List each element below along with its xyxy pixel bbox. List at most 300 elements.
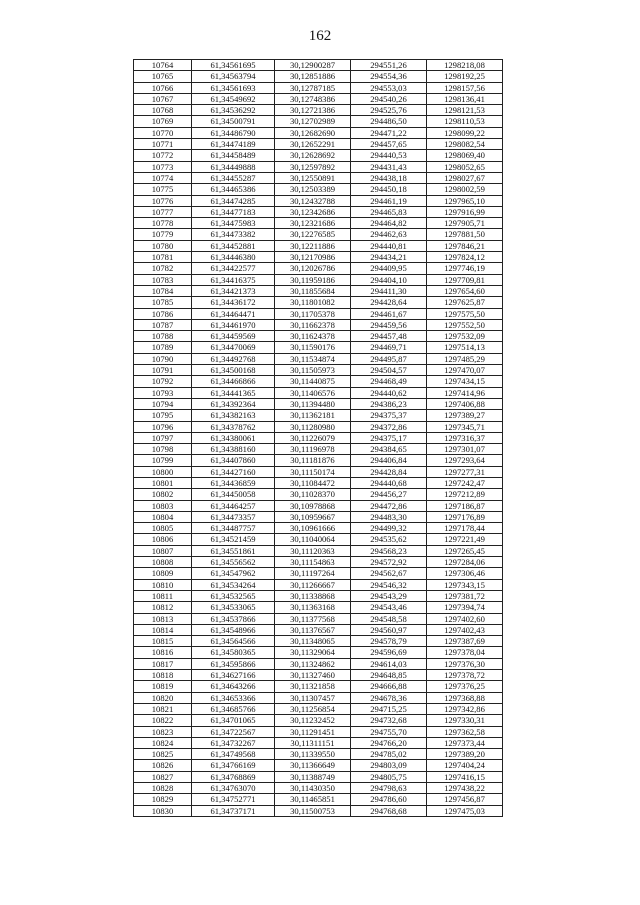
y-coordinate-cell: 1297381,72 xyxy=(427,590,503,601)
y-coordinate-cell: 1297176,89 xyxy=(427,511,503,522)
y-coordinate-cell: 1297402,43 xyxy=(427,624,503,635)
latitude-cell: 61,34768869 xyxy=(192,771,275,782)
y-coordinate-cell: 1297301,07 xyxy=(427,444,503,455)
table-row xyxy=(134,602,503,613)
point-number-cell: 10824 xyxy=(134,737,192,748)
longitude-cell: 30,12628692 xyxy=(275,150,351,161)
longitude-cell: 30,11406576 xyxy=(275,387,351,398)
point-number-cell: 10804 xyxy=(134,511,192,522)
y-coordinate-cell: 1298121,53 xyxy=(427,105,503,116)
table-row xyxy=(134,116,503,127)
x-coordinate-cell: 294375,37 xyxy=(351,410,427,421)
longitude-cell: 30,11801082 xyxy=(275,297,351,308)
y-coordinate-cell: 1297306,46 xyxy=(427,568,503,579)
x-coordinate-cell: 294568,23 xyxy=(351,545,427,556)
x-coordinate-cell: 294411,30 xyxy=(351,285,427,296)
y-coordinate-cell: 1298110,53 xyxy=(427,116,503,127)
longitude-cell: 30,12597892 xyxy=(275,161,351,172)
longitude-cell: 30,11465851 xyxy=(275,794,351,805)
table-row xyxy=(134,500,503,511)
table-row xyxy=(134,71,503,82)
longitude-cell: 30,12851886 xyxy=(275,71,351,82)
x-coordinate-cell: 294786,60 xyxy=(351,794,427,805)
longitude-cell: 30,11120363 xyxy=(275,545,351,556)
point-number-cell: 10782 xyxy=(134,263,192,274)
longitude-cell: 30,11154863 xyxy=(275,557,351,568)
table-row xyxy=(134,105,503,116)
longitude-cell: 30,11590176 xyxy=(275,342,351,353)
x-coordinate-cell: 294785,02 xyxy=(351,749,427,760)
longitude-cell: 30,11256854 xyxy=(275,703,351,714)
table-row xyxy=(134,82,503,93)
point-number-cell: 10808 xyxy=(134,557,192,568)
page-number: 162 xyxy=(308,28,332,44)
point-number-cell: 10806 xyxy=(134,534,192,545)
table-row xyxy=(134,319,503,330)
table-row xyxy=(134,477,503,488)
x-coordinate-cell: 294666,88 xyxy=(351,681,427,692)
point-number-cell: 10825 xyxy=(134,749,192,760)
table-row xyxy=(134,455,503,466)
x-coordinate-cell: 294554,36 xyxy=(351,71,427,82)
x-coordinate-cell: 294428,84 xyxy=(351,466,427,477)
coordinates-table xyxy=(133,59,503,817)
point-number-cell: 10779 xyxy=(134,229,192,240)
y-coordinate-cell: 1297378,72 xyxy=(427,670,503,681)
y-coordinate-cell: 1297470,07 xyxy=(427,365,503,376)
point-number-cell: 10770 xyxy=(134,127,192,138)
point-number-cell: 10778 xyxy=(134,218,192,229)
table-row xyxy=(134,274,503,285)
x-coordinate-cell: 294440,53 xyxy=(351,150,427,161)
y-coordinate-cell: 1298157,56 xyxy=(427,82,503,93)
point-number-cell: 10764 xyxy=(134,60,192,71)
latitude-cell: 61,34473382 xyxy=(192,229,275,240)
point-number-cell: 10768 xyxy=(134,105,192,116)
x-coordinate-cell: 294462,63 xyxy=(351,229,427,240)
longitude-cell: 30,11534874 xyxy=(275,353,351,364)
latitude-cell: 61,34763070 xyxy=(192,783,275,794)
latitude-cell: 61,34536292 xyxy=(192,105,275,116)
latitude-cell: 61,34378762 xyxy=(192,421,275,432)
latitude-cell: 61,34580365 xyxy=(192,647,275,658)
x-coordinate-cell: 294525,76 xyxy=(351,105,427,116)
y-coordinate-cell: 1297342,86 xyxy=(427,703,503,714)
latitude-cell: 61,34392364 xyxy=(192,398,275,409)
point-number-cell: 10827 xyxy=(134,771,192,782)
longitude-cell: 30,11266667 xyxy=(275,579,351,590)
latitude-cell: 61,34416375 xyxy=(192,274,275,285)
point-number-cell: 10772 xyxy=(134,150,192,161)
y-coordinate-cell: 1297186,87 xyxy=(427,500,503,511)
point-number-cell: 10815 xyxy=(134,636,192,647)
y-coordinate-cell: 1297846,21 xyxy=(427,240,503,251)
y-coordinate-cell: 1297416,15 xyxy=(427,771,503,782)
x-coordinate-cell: 294546,32 xyxy=(351,579,427,590)
latitude-cell: 61,34458489 xyxy=(192,150,275,161)
latitude-cell: 61,34477183 xyxy=(192,206,275,217)
point-number-cell: 10797 xyxy=(134,432,192,443)
latitude-cell: 61,34627166 xyxy=(192,670,275,681)
point-number-cell: 10826 xyxy=(134,760,192,771)
point-number-cell: 10810 xyxy=(134,579,192,590)
point-number-cell: 10799 xyxy=(134,455,192,466)
latitude-cell: 61,34737171 xyxy=(192,805,275,816)
table-row xyxy=(134,647,503,658)
table-row xyxy=(134,794,503,805)
latitude-cell: 61,34427160 xyxy=(192,466,275,477)
point-number-cell: 10776 xyxy=(134,195,192,206)
latitude-cell: 61,34452881 xyxy=(192,240,275,251)
latitude-cell: 61,34436172 xyxy=(192,297,275,308)
y-coordinate-cell: 1298002,59 xyxy=(427,184,503,195)
latitude-cell: 61,34749568 xyxy=(192,749,275,760)
longitude-cell: 30,11329064 xyxy=(275,647,351,658)
point-number-cell: 10802 xyxy=(134,489,192,500)
x-coordinate-cell: 294548,58 xyxy=(351,613,427,624)
x-coordinate-cell: 294562,67 xyxy=(351,568,427,579)
table-row xyxy=(134,161,503,172)
y-coordinate-cell: 1297394,74 xyxy=(427,602,503,613)
x-coordinate-cell: 294465,83 xyxy=(351,206,427,217)
point-number-cell: 10814 xyxy=(134,624,192,635)
longitude-cell: 30,11291451 xyxy=(275,726,351,737)
point-number-cell: 10828 xyxy=(134,783,192,794)
point-number-cell: 10766 xyxy=(134,82,192,93)
latitude-cell: 61,34466866 xyxy=(192,376,275,387)
x-coordinate-cell: 294483,30 xyxy=(351,511,427,522)
point-number-cell: 10783 xyxy=(134,274,192,285)
point-number-cell: 10795 xyxy=(134,410,192,421)
longitude-cell: 30,12026786 xyxy=(275,263,351,274)
table-row xyxy=(134,579,503,590)
y-coordinate-cell: 1298192,25 xyxy=(427,71,503,82)
table-row xyxy=(134,331,503,342)
longitude-cell: 30,11327460 xyxy=(275,670,351,681)
latitude-cell: 61,34461970 xyxy=(192,319,275,330)
latitude-cell: 61,34564566 xyxy=(192,636,275,647)
latitude-cell: 61,34446380 xyxy=(192,252,275,263)
table-row xyxy=(134,557,503,568)
x-coordinate-cell: 294535,62 xyxy=(351,534,427,545)
longitude-cell: 30,12503389 xyxy=(275,184,351,195)
point-number-cell: 10798 xyxy=(134,444,192,455)
longitude-cell: 30,11363168 xyxy=(275,602,351,613)
y-coordinate-cell: 1297456,87 xyxy=(427,794,503,805)
x-coordinate-cell: 294384,65 xyxy=(351,444,427,455)
table-row xyxy=(134,432,503,443)
y-coordinate-cell: 1297277,31 xyxy=(427,466,503,477)
longitude-cell: 30,11377568 xyxy=(275,613,351,624)
y-coordinate-cell: 1297378,04 xyxy=(427,647,503,658)
x-coordinate-cell: 294715,25 xyxy=(351,703,427,714)
x-coordinate-cell: 294540,26 xyxy=(351,93,427,104)
longitude-cell: 30,12342686 xyxy=(275,206,351,217)
latitude-cell: 61,34532565 xyxy=(192,590,275,601)
point-number-cell: 10812 xyxy=(134,602,192,613)
longitude-cell: 30,11226079 xyxy=(275,432,351,443)
y-coordinate-cell: 1297625,87 xyxy=(427,297,503,308)
point-number-cell: 10780 xyxy=(134,240,192,251)
x-coordinate-cell: 294468,49 xyxy=(351,376,427,387)
longitude-cell: 30,11338868 xyxy=(275,590,351,601)
latitude-cell: 61,34766169 xyxy=(192,760,275,771)
longitude-cell: 30,10959667 xyxy=(275,511,351,522)
latitude-cell: 61,34722567 xyxy=(192,726,275,737)
point-number-cell: 10773 xyxy=(134,161,192,172)
point-number-cell: 10811 xyxy=(134,590,192,601)
table-row xyxy=(134,760,503,771)
y-coordinate-cell: 1297485,29 xyxy=(427,353,503,364)
table-row xyxy=(134,805,503,816)
latitude-cell: 61,34547962 xyxy=(192,568,275,579)
y-coordinate-cell: 1297414,96 xyxy=(427,387,503,398)
x-coordinate-cell: 294440,68 xyxy=(351,477,427,488)
x-coordinate-cell: 294553,03 xyxy=(351,82,427,93)
latitude-cell: 61,34474285 xyxy=(192,195,275,206)
x-coordinate-cell: 294434,21 xyxy=(351,252,427,263)
x-coordinate-cell: 294766,20 xyxy=(351,737,427,748)
longitude-cell: 30,12432788 xyxy=(275,195,351,206)
longitude-cell: 30,11855684 xyxy=(275,285,351,296)
longitude-cell: 30,12321686 xyxy=(275,218,351,229)
point-number-cell: 10777 xyxy=(134,206,192,217)
x-coordinate-cell: 294375,17 xyxy=(351,432,427,443)
longitude-cell: 30,12900287 xyxy=(275,60,351,71)
x-coordinate-cell: 294440,81 xyxy=(351,240,427,251)
y-coordinate-cell: 1297330,31 xyxy=(427,715,503,726)
point-number-cell: 10789 xyxy=(134,342,192,353)
x-coordinate-cell: 294456,27 xyxy=(351,489,427,500)
table-row xyxy=(134,568,503,579)
y-coordinate-cell: 1297746,19 xyxy=(427,263,503,274)
table-row xyxy=(134,590,503,601)
latitude-cell: 61,34474189 xyxy=(192,139,275,150)
point-number-cell: 10787 xyxy=(134,319,192,330)
point-number-cell: 10784 xyxy=(134,285,192,296)
latitude-cell: 61,34561695 xyxy=(192,60,275,71)
latitude-cell: 61,34500168 xyxy=(192,365,275,376)
longitude-cell: 30,11366649 xyxy=(275,760,351,771)
latitude-cell: 61,34563794 xyxy=(192,71,275,82)
latitude-cell: 61,34534264 xyxy=(192,579,275,590)
point-number-cell: 10794 xyxy=(134,398,192,409)
table-row xyxy=(134,308,503,319)
x-coordinate-cell: 294471,22 xyxy=(351,127,427,138)
longitude-cell: 30,11028370 xyxy=(275,489,351,500)
longitude-cell: 30,11959186 xyxy=(275,274,351,285)
y-coordinate-cell: 1297265,45 xyxy=(427,545,503,556)
y-coordinate-cell: 1297654,60 xyxy=(427,285,503,296)
y-coordinate-cell: 1297389,27 xyxy=(427,410,503,421)
coordinates-table-container xyxy=(133,59,502,817)
x-coordinate-cell: 294486,50 xyxy=(351,116,427,127)
point-number-cell: 10830 xyxy=(134,805,192,816)
point-number-cell: 10822 xyxy=(134,715,192,726)
latitude-cell: 61,34643266 xyxy=(192,681,275,692)
table-row xyxy=(134,93,503,104)
table-row xyxy=(134,229,503,240)
table-row xyxy=(134,534,503,545)
point-number-cell: 10775 xyxy=(134,184,192,195)
latitude-cell: 61,34500791 xyxy=(192,116,275,127)
x-coordinate-cell: 294495,87 xyxy=(351,353,427,364)
table-row xyxy=(134,365,503,376)
longitude-cell: 30,11150174 xyxy=(275,466,351,477)
table-row xyxy=(134,398,503,409)
table-row xyxy=(134,206,503,217)
latitude-cell: 61,34595866 xyxy=(192,658,275,669)
y-coordinate-cell: 1297514,13 xyxy=(427,342,503,353)
point-number-cell: 10793 xyxy=(134,387,192,398)
table-row xyxy=(134,783,503,794)
longitude-cell: 30,12276585 xyxy=(275,229,351,240)
y-coordinate-cell: 1297532,09 xyxy=(427,331,503,342)
point-number-cell: 10801 xyxy=(134,477,192,488)
point-number-cell: 10819 xyxy=(134,681,192,692)
table-row xyxy=(134,127,503,138)
table-row xyxy=(134,726,503,737)
longitude-cell: 30,11280980 xyxy=(275,421,351,432)
longitude-cell: 30,11362181 xyxy=(275,410,351,421)
y-coordinate-cell: 1297406,88 xyxy=(427,398,503,409)
y-coordinate-cell: 1297905,71 xyxy=(427,218,503,229)
table-row xyxy=(134,172,503,183)
table-row xyxy=(134,297,503,308)
table-row xyxy=(134,703,503,714)
x-coordinate-cell: 294428,64 xyxy=(351,297,427,308)
y-coordinate-cell: 1298069,40 xyxy=(427,150,503,161)
longitude-cell: 30,11348065 xyxy=(275,636,351,647)
y-coordinate-cell: 1297916,99 xyxy=(427,206,503,217)
point-number-cell: 10781 xyxy=(134,252,192,263)
table-row xyxy=(134,263,503,274)
x-coordinate-cell: 294572,92 xyxy=(351,557,427,568)
y-coordinate-cell: 1297434,15 xyxy=(427,376,503,387)
point-number-cell: 10803 xyxy=(134,500,192,511)
longitude-cell: 30,11394480 xyxy=(275,398,351,409)
latitude-cell: 61,34473357 xyxy=(192,511,275,522)
longitude-cell: 30,10978868 xyxy=(275,500,351,511)
latitude-cell: 61,34486790 xyxy=(192,127,275,138)
table-row xyxy=(134,353,503,364)
table-row xyxy=(134,444,503,455)
y-coordinate-cell: 1298027,67 xyxy=(427,172,503,183)
y-coordinate-cell: 1298099,22 xyxy=(427,127,503,138)
point-number-cell: 10791 xyxy=(134,365,192,376)
y-coordinate-cell: 1297709,81 xyxy=(427,274,503,285)
y-coordinate-cell: 1297373,44 xyxy=(427,737,503,748)
latitude-cell: 61,34732267 xyxy=(192,737,275,748)
longitude-cell: 30,11440875 xyxy=(275,376,351,387)
table-row xyxy=(134,692,503,703)
point-number-cell: 10821 xyxy=(134,703,192,714)
x-coordinate-cell: 294648,85 xyxy=(351,670,427,681)
x-coordinate-cell: 294431,43 xyxy=(351,161,427,172)
point-number-cell: 10800 xyxy=(134,466,192,477)
longitude-cell: 30,11376567 xyxy=(275,624,351,635)
x-coordinate-cell: 294543,29 xyxy=(351,590,427,601)
table-row xyxy=(134,681,503,692)
y-coordinate-cell: 1297824,12 xyxy=(427,252,503,263)
latitude-cell: 61,34470069 xyxy=(192,342,275,353)
latitude-cell: 61,34449888 xyxy=(192,161,275,172)
table-row xyxy=(134,466,503,477)
latitude-cell: 61,34382163 xyxy=(192,410,275,421)
point-number-cell: 10771 xyxy=(134,139,192,150)
point-number-cell: 10765 xyxy=(134,71,192,82)
latitude-cell: 61,34450058 xyxy=(192,489,275,500)
longitude-cell: 30,11339550 xyxy=(275,749,351,760)
table-row xyxy=(134,715,503,726)
x-coordinate-cell: 294459,56 xyxy=(351,319,427,330)
y-coordinate-cell: 1297293,64 xyxy=(427,455,503,466)
latitude-cell: 61,34436859 xyxy=(192,477,275,488)
table-body xyxy=(134,60,503,817)
latitude-cell: 61,34653366 xyxy=(192,692,275,703)
latitude-cell: 61,34487757 xyxy=(192,523,275,534)
point-number-cell: 10788 xyxy=(134,331,192,342)
latitude-cell: 61,34561693 xyxy=(192,82,275,93)
point-number-cell: 10818 xyxy=(134,670,192,681)
x-coordinate-cell: 294461,67 xyxy=(351,308,427,319)
x-coordinate-cell: 294372,86 xyxy=(351,421,427,432)
point-number-cell: 10805 xyxy=(134,523,192,534)
latitude-cell: 61,34551861 xyxy=(192,545,275,556)
point-number-cell: 10785 xyxy=(134,297,192,308)
longitude-cell: 30,12702989 xyxy=(275,116,351,127)
longitude-cell: 30,11232452 xyxy=(275,715,351,726)
table-row xyxy=(134,613,503,624)
table-row xyxy=(134,252,503,263)
table-row xyxy=(134,771,503,782)
latitude-cell: 61,34475983 xyxy=(192,218,275,229)
x-coordinate-cell: 294768,68 xyxy=(351,805,427,816)
latitude-cell: 61,34388160 xyxy=(192,444,275,455)
x-coordinate-cell: 294551,26 xyxy=(351,60,427,71)
x-coordinate-cell: 294464,82 xyxy=(351,218,427,229)
longitude-cell: 30,11430350 xyxy=(275,783,351,794)
latitude-cell: 61,34464471 xyxy=(192,308,275,319)
x-coordinate-cell: 294438,18 xyxy=(351,172,427,183)
latitude-cell: 61,34549692 xyxy=(192,93,275,104)
y-coordinate-cell: 1297284,06 xyxy=(427,557,503,568)
longitude-cell: 30,12652291 xyxy=(275,139,351,150)
table-row xyxy=(134,410,503,421)
latitude-cell: 61,34455287 xyxy=(192,172,275,183)
latitude-cell: 61,34459569 xyxy=(192,331,275,342)
latitude-cell: 61,34421373 xyxy=(192,285,275,296)
table-row xyxy=(134,489,503,500)
y-coordinate-cell: 1297221,49 xyxy=(427,534,503,545)
table-row xyxy=(134,184,503,195)
x-coordinate-cell: 294596,69 xyxy=(351,647,427,658)
y-coordinate-cell: 1298136,41 xyxy=(427,93,503,104)
latitude-cell: 61,34548966 xyxy=(192,624,275,635)
x-coordinate-cell: 294732,68 xyxy=(351,715,427,726)
latitude-cell: 61,34521459 xyxy=(192,534,275,545)
y-coordinate-cell: 1297316,37 xyxy=(427,432,503,443)
y-coordinate-cell: 1298082,54 xyxy=(427,139,503,150)
x-coordinate-cell: 294678,36 xyxy=(351,692,427,703)
point-number-cell: 10796 xyxy=(134,421,192,432)
longitude-cell: 30,11505973 xyxy=(275,365,351,376)
x-coordinate-cell: 294543,46 xyxy=(351,602,427,613)
longitude-cell: 30,12170986 xyxy=(275,252,351,263)
x-coordinate-cell: 294805,75 xyxy=(351,771,427,782)
table-row xyxy=(134,421,503,432)
table-row xyxy=(134,624,503,635)
